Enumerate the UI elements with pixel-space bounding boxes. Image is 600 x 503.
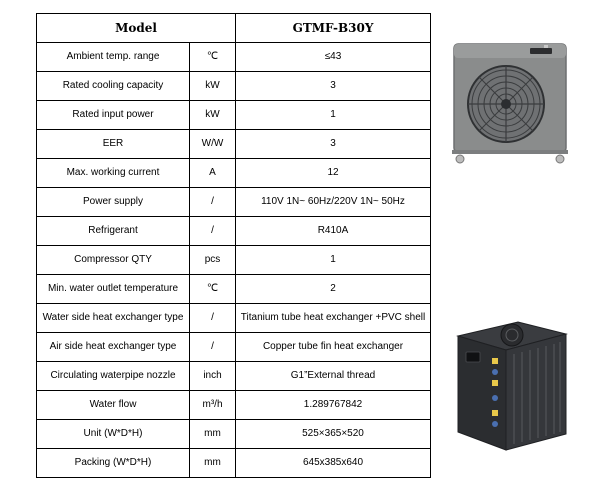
param-unit: ℃	[190, 275, 236, 304]
param-value: 2	[236, 275, 431, 304]
param-name: Rated cooling capacity	[37, 72, 190, 101]
model-label: Model	[37, 14, 236, 43]
param-name: EER	[37, 130, 190, 159]
param-unit: kW	[190, 72, 236, 101]
spec-table	[36, 13, 431, 478]
table-row	[37, 217, 431, 246]
param-value: 525×365×520	[236, 420, 431, 449]
param-name: Max. working current	[37, 159, 190, 188]
param-value: 3	[236, 130, 431, 159]
param-unit: /	[190, 188, 236, 217]
table-row	[37, 391, 431, 420]
param-name: Unit (W*D*H)	[37, 420, 190, 449]
table-row	[37, 420, 431, 449]
header-row	[37, 14, 431, 43]
param-value: 645x385x640	[236, 449, 431, 478]
param-unit: W/W	[190, 130, 236, 159]
table-row	[37, 159, 431, 188]
param-name: Refrigerant	[37, 217, 190, 246]
param-value: 3	[236, 72, 431, 101]
param-value: 1	[236, 101, 431, 130]
param-unit: kW	[190, 101, 236, 130]
param-value: Copper tube fin heat exchanger	[236, 333, 431, 362]
param-name: Ambient temp. range	[37, 43, 190, 72]
param-name: Packing (W*D*H)	[37, 449, 190, 478]
param-name: Power supply	[37, 188, 190, 217]
param-name: Air side heat exchanger type	[37, 333, 190, 362]
param-name: Circulating waterpipe nozzle	[37, 362, 190, 391]
param-value: 110V 1N~ 60Hz/220V 1N~ 50Hz	[236, 188, 431, 217]
param-unit: mm	[190, 420, 236, 449]
param-name: Water side heat exchanger type	[37, 304, 190, 333]
param-value: Titanium tube heat exchanger +PVC shell	[236, 304, 431, 333]
table-row	[37, 304, 431, 333]
table-row	[37, 333, 431, 362]
param-value: ≤43	[236, 43, 431, 72]
param-name: Min. water outlet temperature	[37, 275, 190, 304]
grey-chiller-unit-image	[448, 42, 572, 166]
model-value: GTMF-B30Y	[236, 14, 431, 43]
table-row	[37, 130, 431, 159]
param-value: 1	[236, 246, 431, 275]
table-row	[37, 43, 431, 72]
param-value: 1.289767842	[236, 391, 431, 420]
param-unit: inch	[190, 362, 236, 391]
param-unit: ℃	[190, 43, 236, 72]
table-row	[37, 188, 431, 217]
param-unit: /	[190, 333, 236, 362]
param-name: Water flow	[37, 391, 190, 420]
param-unit: A	[190, 159, 236, 188]
table-row	[37, 101, 431, 130]
table-row	[37, 362, 431, 391]
table-row	[37, 449, 431, 478]
param-value: G1”External thread	[236, 362, 431, 391]
param-unit: m³/h	[190, 391, 236, 420]
param-name: Rated input power	[37, 101, 190, 130]
table-row	[37, 72, 431, 101]
dark-chiller-unit-image	[448, 314, 572, 454]
param-name: Compressor QTY	[37, 246, 190, 275]
param-unit: mm	[190, 449, 236, 478]
param-unit: pcs	[190, 246, 236, 275]
table-row	[37, 275, 431, 304]
param-value: 12	[236, 159, 431, 188]
param-unit: /	[190, 304, 236, 333]
param-unit: /	[190, 217, 236, 246]
table-row	[37, 246, 431, 275]
param-value: R410A	[236, 217, 431, 246]
